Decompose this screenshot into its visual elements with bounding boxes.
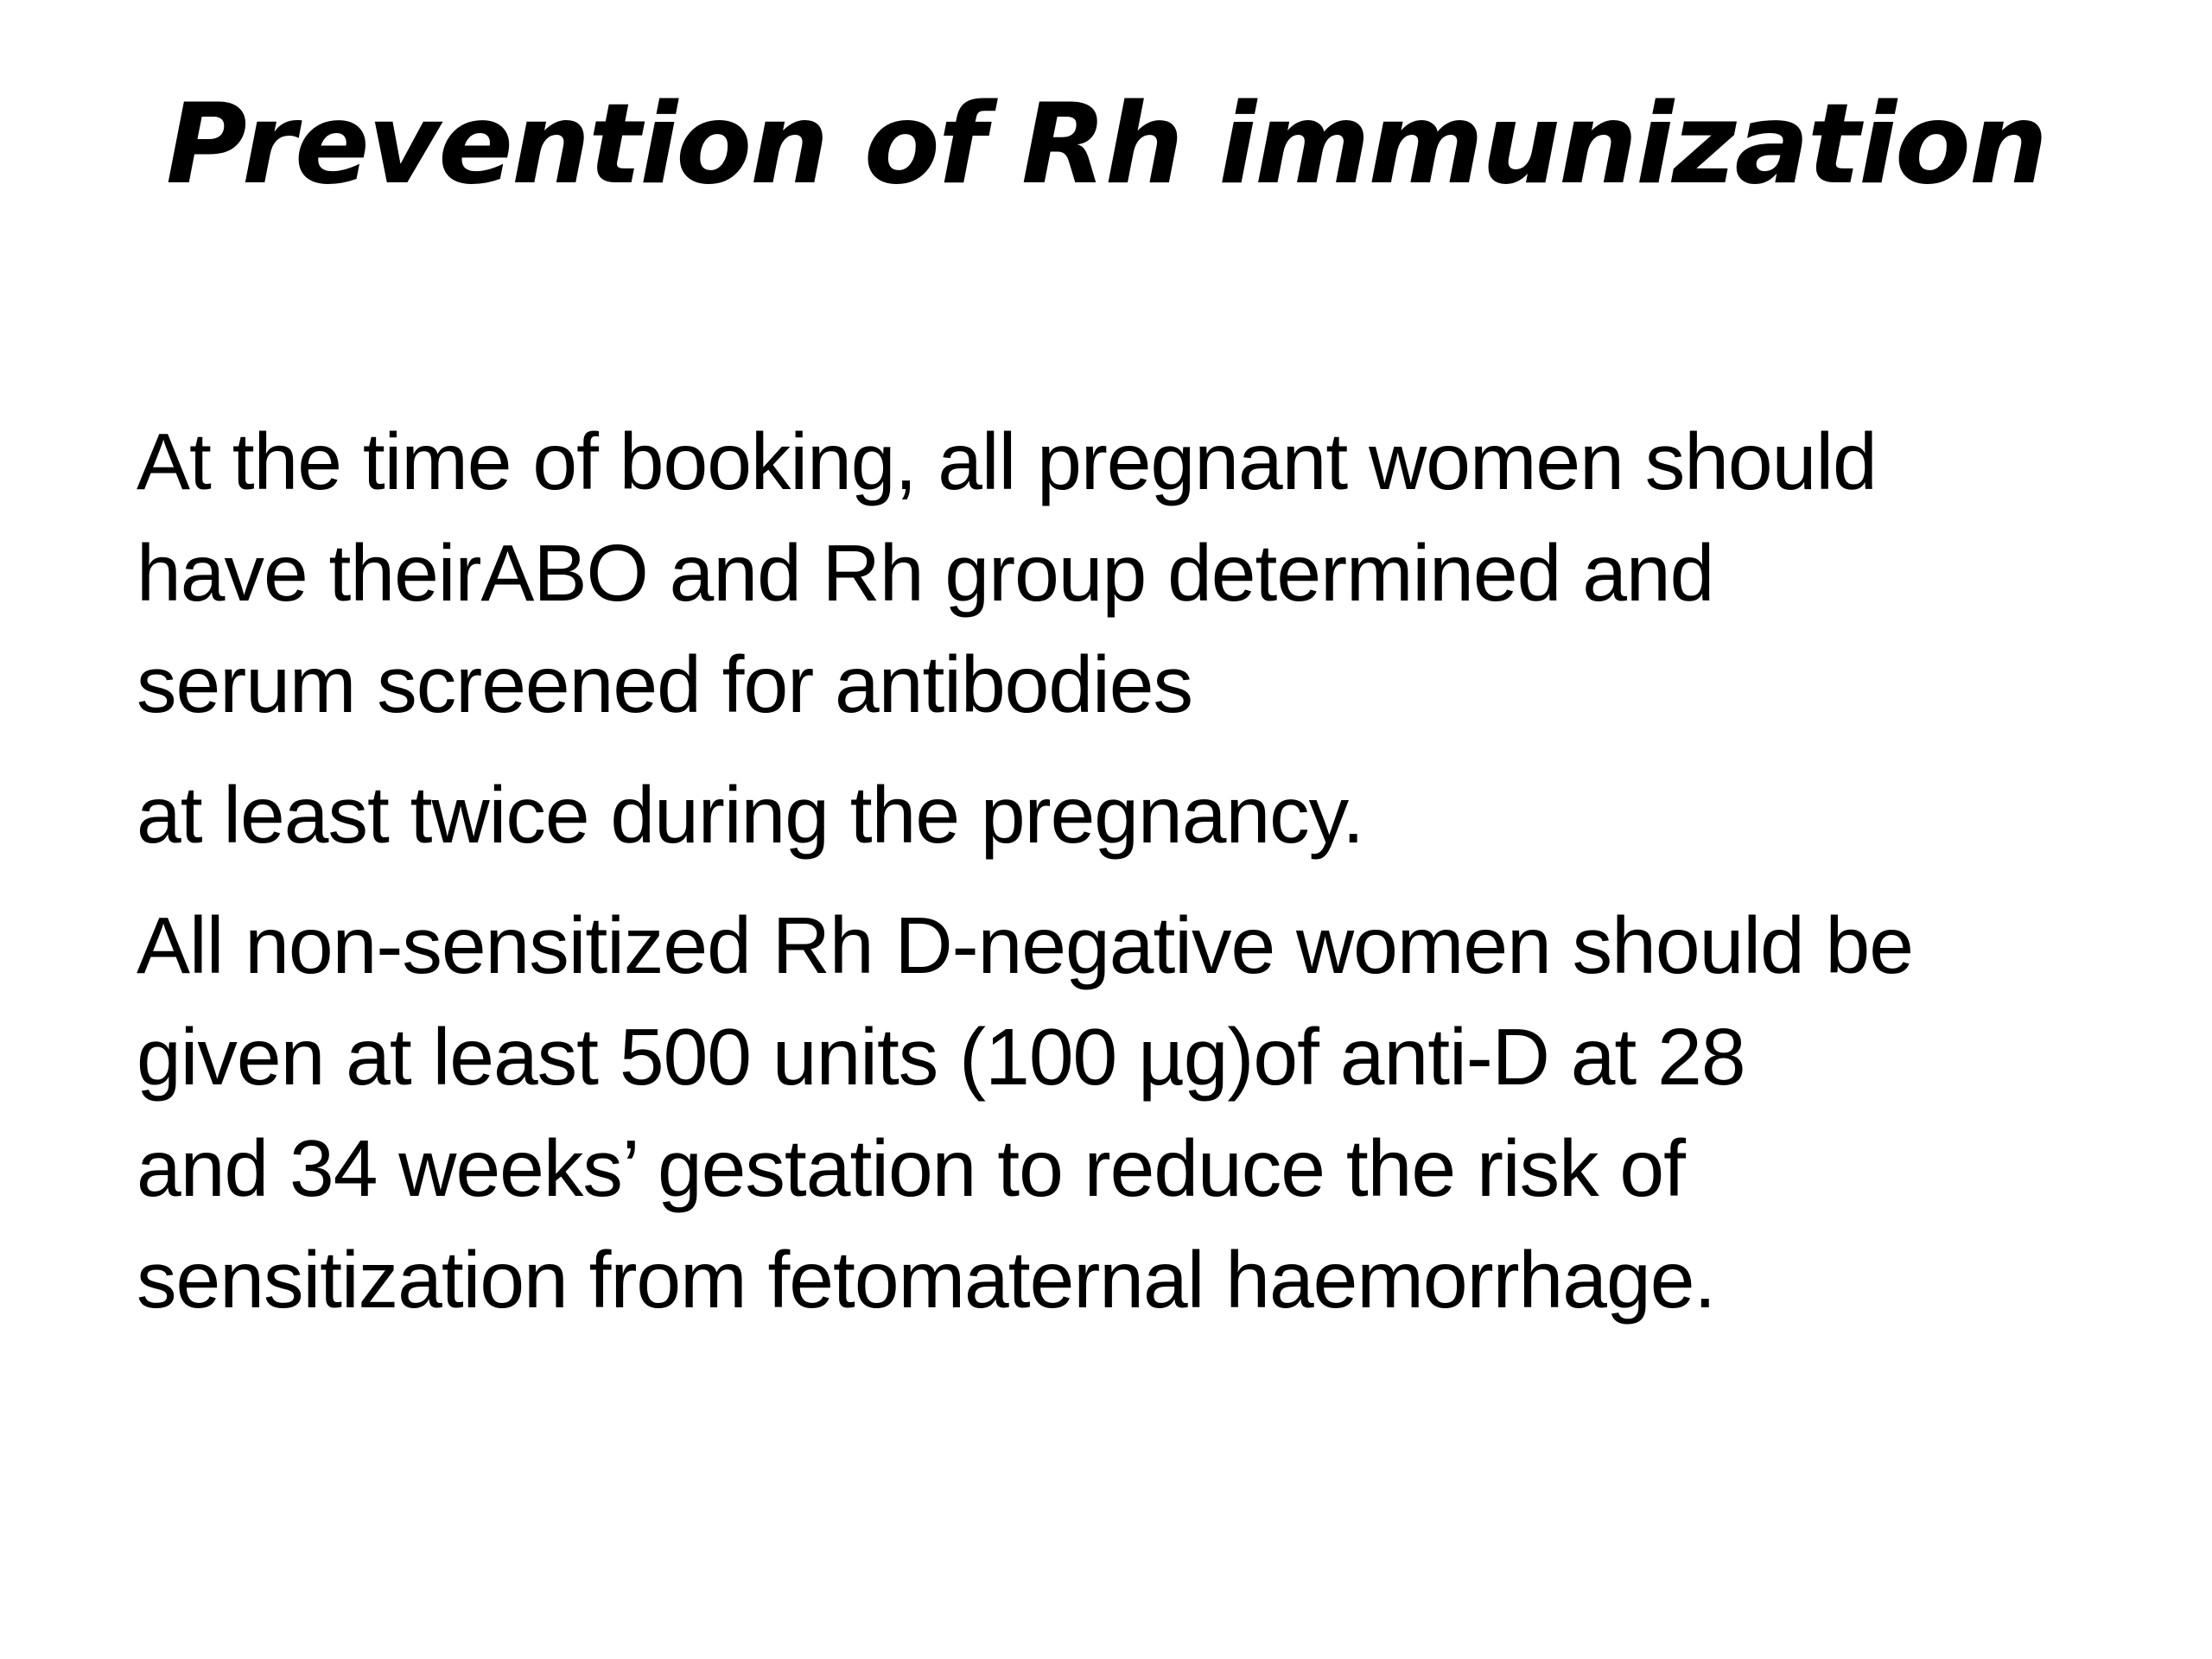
text-line: at least twice during the pregnancy. — [137, 770, 1364, 860]
text-line: At the time of booking, all pregnant women should — [137, 416, 1877, 506]
slide-title: Prevention of Rh immunization — [165, 80, 2047, 209]
text-line: and 34 weeks’ gestation to reduce the risk of — [137, 1123, 1685, 1213]
text-line: given at least 500 units (100 µg)of anti-D at 28 — [137, 1012, 1745, 1102]
text-line: serum screened for antibodies — [137, 639, 1193, 729]
text-line: have theirABO and Rh group determined and — [137, 528, 1714, 618]
body-paragraph-anti-d — [137, 890, 2124, 1336]
body-paragraph-frequency — [137, 760, 2124, 871]
slide-body — [137, 406, 2124, 1336]
text-line: sensitization from fetomaternal haemorrhage. — [137, 1235, 1716, 1325]
text-line: All non-sensitized Rh D-negative women should be — [137, 900, 1913, 990]
body-paragraph-booking — [137, 406, 2124, 741]
